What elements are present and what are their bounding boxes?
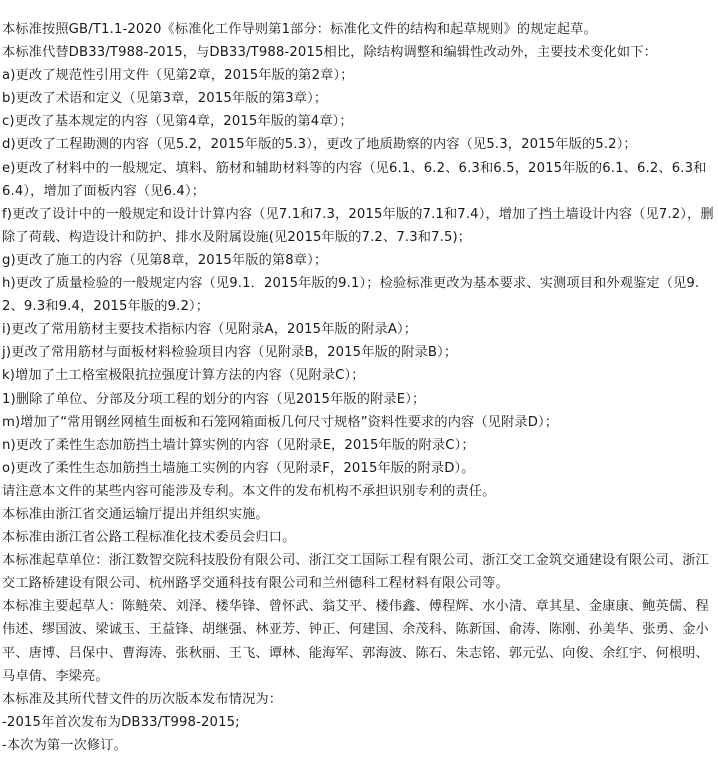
change-item-j: j)更改了常用筋材与面板材料检验项目内容（见附录B，2015年版的附录B）；: [2, 345, 458, 361]
patent-notice-line: 请注意本文件的某些内容可能涉及专利。本文件的发布机构不承担识别专利的责任。: [2, 483, 496, 499]
change-item-i: i)更改了常用筋材主要技术指标内容（见附录A，2015年版的附录A）；: [2, 322, 418, 338]
change-item-g: g)更改了施工的内容（见第8章，2015年版的第8章）；: [2, 252, 328, 268]
change-item-f: f)更改了设计中的一般规定和设计计算内容（见7.1和7.3，2015年版的7.1和7.4），增加了挡土墙设计内容（见7.2），删除了荷载、构造设计和防护、排水及附属设施(见2015年版的7.2、7.3和7.5)；: [2, 206, 714, 245]
change-item-c: c)更改了基本规定的内容（见第4章，2015年版的第4章）；: [2, 114, 353, 130]
change-item-b: b)更改了术语和定义（见第3章，2015年版的第3章）；: [2, 91, 328, 107]
proposer-line: 本标准由浙江省交通运输厅提出并组织实施。: [2, 506, 269, 522]
version-history-first-release: -2015年首次发布为DB33/T998-2015;: [2, 714, 240, 730]
drafting-basis-line: 本标准按照GB/T1.1-2020《标准化工作导则第1部分：标准化文件的结构和起草规则》的规定起草。: [2, 22, 597, 37]
centralized-committee-line: 本标准由浙江省公路工程标准化技术委员会归口。: [2, 530, 296, 546]
change-item-h: h)更改了质量检验的一般规定内容（见9.1．2015年版的9.1）；检验标准更改为基本要求、实测项目和外观鉴定（见9.2、9.3和9.4，2015年版的9.2）；: [2, 276, 700, 315]
change-item-k: k)增加了土工格室极限抗拉强度计算方法的内容（见附录C）；: [2, 368, 365, 384]
version-history-heading: 本标准及其所代替文件的历次版本发布情况为：: [2, 691, 283, 707]
change-item-e: e)更改了材料中的一般规定、填料、筋材和辅助材料等的内容（见6.1、6.2、6.3和6.5，2015年版的6.1、6.2、6.3和6.4），增加了面板内容（见6.4）；: [2, 160, 707, 199]
change-item-n: n)更改了柔性生态加筋挡土墙计算实例的内容（见附录E，2015年版的附录C）；: [2, 437, 475, 453]
drafters-line: 本标准主要起草人：陈鲢荣、刘泽、楼华锋、曾怀武、翁艾平、楼伟鑫、傅程辉、水小清、章其星、金康康、鲍英儒、程伟述、缪国波、梁诚玉、王益锋、胡继强、林亚芳、钟正、何建国、余茂科、陈新国、俞涛、陈刚、孙美华、张勇、金小平、唐博、吕保中、曹海涛、张秋丽、王飞、谭林、能海军、郭海波、陈石、朱志铭、郭元弘、向俊、余红宇、何根明、马卓倩、李梁亮。: [2, 599, 709, 684]
change-item-m: m)增加了“常用钢丝网植生面板和石笼网箱面板几何尺寸规格”资料性要求的内容（见附录D）；: [2, 414, 559, 430]
version-history-revision: -本次为第一次修订。: [2, 737, 127, 753]
change-item-d: d)更改了工程勘测的内容（见5.2，2015年版的5.3），更改了地质勘察的内容（见5.3，2015年版的5.2）；: [2, 137, 637, 153]
change-item-a: a)更改了规范性引用文件（见第2章，2015年版的第2章）；: [2, 68, 354, 84]
change-item-o: o)更改了柔性生态加筋挡土墙施工实例的内容（见附录F，2015年版的附录D）。: [2, 460, 475, 476]
replacement-statement-line: 本标准代替DB33/T988-2015，与DB33/T988-2015相比，除结构调整和编辑性改动外，主要技术变化如下：: [2, 45, 657, 61]
change-item-l: 1)删除了单位、分部及分项工程的划分的内容（见2015年版的附录E）；: [2, 391, 426, 407]
drafting-units-line: 本标准起草单位：浙江数智交院科技股份有限公司、浙江交工国际工程有限公司、浙江交工金筑交通建设有限公司、浙江交工路桥建设有限公司、杭州路孚交通科技有限公司和兰州德科工程材料有限公司等。: [2, 553, 709, 592]
